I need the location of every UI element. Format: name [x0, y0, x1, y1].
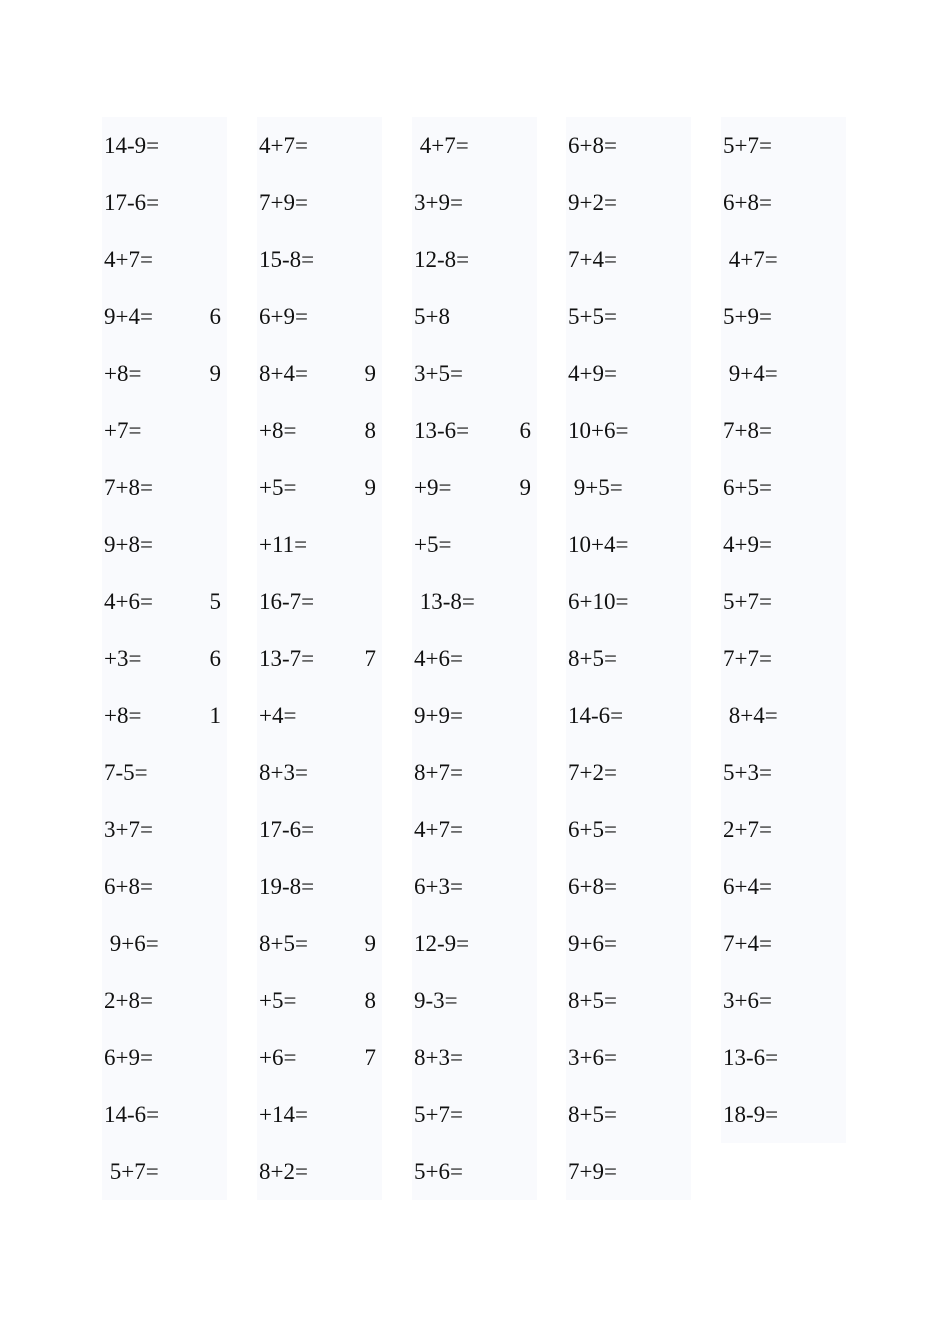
problem-row — [102, 687, 227, 744]
problem-row — [412, 1143, 537, 1200]
answer-text: 9 — [209, 361, 221, 386]
equation-text: 6+9= — [259, 304, 308, 329]
problem-row — [102, 174, 227, 231]
problem-row — [566, 801, 691, 858]
equation-text: 9+4= — [104, 304, 153, 329]
answer-text: 9 — [364, 361, 376, 386]
problem-column-5 — [721, 117, 846, 1143]
problem-row — [102, 630, 227, 687]
equation-text: 9+6= — [568, 931, 617, 956]
problem-row — [721, 1086, 846, 1143]
problem-row — [721, 687, 846, 744]
answer-text: 6 — [209, 304, 221, 329]
problem-row — [566, 687, 691, 744]
problem-row — [257, 630, 382, 687]
equation-text: 3+6= — [723, 988, 772, 1013]
equation-text: 6+4= — [723, 874, 772, 899]
equation-text: 13-6= — [723, 1045, 779, 1070]
equation-text: 7+8= — [104, 475, 153, 500]
problem-row — [102, 573, 227, 630]
problem-row — [721, 573, 846, 630]
problem-row — [257, 402, 382, 459]
equation-text: 14-6= — [104, 1102, 160, 1127]
problem-row — [102, 459, 227, 516]
equation-text: 17-6= — [104, 190, 160, 215]
problem-row — [102, 1143, 227, 1200]
answer-text: 6 — [519, 418, 531, 443]
problem-row — [721, 915, 846, 972]
problem-row — [257, 801, 382, 858]
problem-row — [412, 231, 537, 288]
problem-row — [566, 573, 691, 630]
equation-text: 6+8= — [723, 190, 772, 215]
equation-text: 5+7= — [723, 133, 772, 158]
equation-text: 14-9= — [104, 133, 160, 158]
equation-text: +14= — [259, 1102, 308, 1127]
equation-text: 4+6= — [414, 646, 463, 671]
answer-text: 1 — [209, 703, 221, 728]
equation-text: 6+8= — [104, 874, 153, 899]
equation-text: 4+9= — [723, 532, 772, 557]
problem-row — [566, 744, 691, 801]
equation-text: +4= — [259, 703, 297, 728]
equation-text: 7+2= — [568, 760, 617, 785]
answer-text: 8 — [364, 988, 376, 1013]
problem-row — [412, 1029, 537, 1086]
problem-row — [566, 1086, 691, 1143]
equation-text: 12-9= — [414, 931, 470, 956]
problem-row — [412, 915, 537, 972]
equation-text: 18-9= — [723, 1102, 779, 1127]
equation-text: 8+3= — [414, 1045, 463, 1070]
problem-row — [257, 687, 382, 744]
problem-row — [566, 402, 691, 459]
equation-text: 9+6= — [104, 931, 159, 956]
equation-text: 14-6= — [568, 703, 624, 728]
equation-text: 10+6= — [568, 418, 629, 443]
equation-text: 12-8= — [414, 247, 470, 272]
equation-text: +5= — [414, 532, 452, 557]
problem-row — [412, 858, 537, 915]
problem-row — [566, 117, 691, 174]
problem-row — [412, 573, 537, 630]
problem-row — [412, 174, 537, 231]
equation-text: 5+9= — [723, 304, 772, 329]
equation-text: 7-5= — [104, 760, 148, 785]
equation-text: 4+9= — [568, 361, 617, 386]
equation-text: 5+7= — [414, 1102, 463, 1127]
problem-row — [257, 744, 382, 801]
equation-text: 4+7= — [104, 247, 153, 272]
problem-row — [102, 744, 227, 801]
problem-row — [721, 972, 846, 1029]
problem-row — [566, 915, 691, 972]
problem-row — [102, 117, 227, 174]
problem-row — [257, 231, 382, 288]
problem-row — [257, 516, 382, 573]
equation-text: 8+4= — [259, 361, 308, 386]
equation-text: 6+5= — [723, 475, 772, 500]
equation-text: 7+4= — [568, 247, 617, 272]
equation-text: 7+8= — [723, 418, 772, 443]
problem-row — [721, 459, 846, 516]
problem-row — [412, 630, 537, 687]
answer-text: 8 — [364, 418, 376, 443]
problem-row — [102, 345, 227, 402]
problem-column-1 — [102, 117, 227, 1200]
problem-row — [566, 516, 691, 573]
equation-text: +3= — [104, 646, 142, 671]
equation-text: 6+8= — [568, 133, 617, 158]
equation-text: 8+5= — [568, 988, 617, 1013]
equation-text: 8+5= — [568, 646, 617, 671]
equation-text: 8+5= — [568, 1102, 617, 1127]
problem-row — [566, 630, 691, 687]
problem-row — [102, 1029, 227, 1086]
equation-text: 9-3= — [414, 988, 458, 1013]
equation-text: 4+7= — [259, 133, 308, 158]
equation-text: 7+7= — [723, 646, 772, 671]
problem-row — [566, 858, 691, 915]
equation-text: 3+9= — [414, 190, 463, 215]
problem-column-3 — [412, 117, 537, 1200]
equation-text: 8+4= — [723, 703, 778, 728]
problem-row — [102, 1086, 227, 1143]
problem-row — [102, 915, 227, 972]
problem-row — [412, 288, 537, 345]
problem-row — [412, 402, 537, 459]
equation-text: +9= — [414, 475, 452, 500]
problem-row — [721, 744, 846, 801]
equation-text: +8= — [259, 418, 297, 443]
problem-row — [257, 858, 382, 915]
equation-text: 9+2= — [568, 190, 617, 215]
equation-text: 5+3= — [723, 760, 772, 785]
equation-text: +8= — [104, 361, 142, 386]
equation-text: 15-8= — [259, 247, 315, 272]
problem-row — [257, 117, 382, 174]
problem-row — [257, 573, 382, 630]
answer-text: 9 — [364, 475, 376, 500]
equation-text: 3+6= — [568, 1045, 617, 1070]
problem-row — [721, 345, 846, 402]
answer-text: 9 — [519, 475, 531, 500]
equation-text: +6= — [259, 1045, 297, 1070]
equation-text: 16-7= — [259, 589, 315, 614]
equation-text: 19-8= — [259, 874, 315, 899]
equation-text: 13-7= — [259, 646, 315, 671]
problem-row — [721, 174, 846, 231]
equation-text: 8+2= — [259, 1159, 308, 1184]
problem-row — [102, 972, 227, 1029]
answer-text: 7 — [364, 646, 376, 671]
equation-text: 4+7= — [414, 133, 469, 158]
equation-text: 3+5= — [414, 361, 463, 386]
equation-text: 5+7= — [104, 1159, 159, 1184]
problem-row — [566, 288, 691, 345]
problem-row — [102, 801, 227, 858]
answer-text: 6 — [209, 646, 221, 671]
equation-text: 13-8= — [414, 589, 475, 614]
problem-row — [566, 231, 691, 288]
problem-row — [721, 630, 846, 687]
problem-row — [102, 288, 227, 345]
equation-text: 17-6= — [259, 817, 315, 842]
equation-text: 5+5= — [568, 304, 617, 329]
problem-row — [102, 516, 227, 573]
problem-row — [412, 801, 537, 858]
problem-row — [102, 858, 227, 915]
equation-text: +8= — [104, 703, 142, 728]
problem-column-2 — [257, 117, 382, 1200]
answer-text: 7 — [364, 1045, 376, 1070]
problem-row — [412, 516, 537, 573]
equation-text: +11= — [259, 532, 308, 557]
equation-text: 7+4= — [723, 931, 772, 956]
problem-row — [566, 459, 691, 516]
equation-text: +7= — [104, 418, 142, 443]
problem-row — [257, 345, 382, 402]
problem-row — [566, 174, 691, 231]
problem-row — [721, 288, 846, 345]
problem-row — [257, 1143, 382, 1200]
equation-text: 10+4= — [568, 532, 629, 557]
problem-row — [566, 1143, 691, 1200]
equation-text: 4+7= — [723, 247, 778, 272]
equation-text: 7+9= — [568, 1159, 617, 1184]
equation-text: 6+8= — [568, 874, 617, 899]
equation-text: 8+5= — [259, 931, 308, 956]
problem-row — [257, 1029, 382, 1086]
equation-text: 9+5= — [568, 475, 623, 500]
problem-row — [721, 1029, 846, 1086]
answer-text: 5 — [209, 589, 221, 614]
problem-row — [721, 402, 846, 459]
problem-row — [257, 174, 382, 231]
problem-row — [412, 117, 537, 174]
equation-text: 3+7= — [104, 817, 153, 842]
equation-text: 5+8 — [414, 304, 450, 329]
problem-row — [721, 117, 846, 174]
equation-text: 5+6= — [414, 1159, 463, 1184]
problem-row — [721, 801, 846, 858]
problem-row — [412, 345, 537, 402]
problem-row — [102, 402, 227, 459]
problem-row — [257, 915, 382, 972]
equation-text: 8+3= — [259, 760, 308, 785]
equation-text: 2+7= — [723, 817, 772, 842]
equation-text: 9+9= — [414, 703, 463, 728]
problem-row — [102, 231, 227, 288]
problem-row — [257, 972, 382, 1029]
equation-text: 9+4= — [723, 361, 778, 386]
problem-row — [257, 288, 382, 345]
problem-row — [566, 1029, 691, 1086]
equation-text: 4+6= — [104, 589, 153, 614]
equation-text: 13-6= — [414, 418, 470, 443]
equation-text: +5= — [259, 475, 297, 500]
problem-row — [412, 459, 537, 516]
problem-row — [566, 345, 691, 402]
problem-row — [721, 516, 846, 573]
problem-row — [257, 1086, 382, 1143]
problem-row — [412, 687, 537, 744]
problem-row — [412, 1086, 537, 1143]
equation-text: 9+8= — [104, 532, 153, 557]
problem-row — [721, 858, 846, 915]
equation-text: 8+7= — [414, 760, 463, 785]
problem-column-4 — [566, 117, 691, 1200]
equation-text: +5= — [259, 988, 297, 1013]
equation-text: 2+8= — [104, 988, 153, 1013]
equation-text: 5+7= — [723, 589, 772, 614]
problem-row — [721, 231, 846, 288]
problem-row — [412, 744, 537, 801]
answer-text: 9 — [364, 931, 376, 956]
problem-row — [412, 972, 537, 1029]
equation-text: 6+9= — [104, 1045, 153, 1070]
equation-text: 6+5= — [568, 817, 617, 842]
problem-row — [257, 459, 382, 516]
equation-text: 4+7= — [414, 817, 463, 842]
equation-text: 6+10= — [568, 589, 629, 614]
equation-text: 7+9= — [259, 190, 308, 215]
problem-row — [566, 972, 691, 1029]
equation-text: 6+3= — [414, 874, 463, 899]
